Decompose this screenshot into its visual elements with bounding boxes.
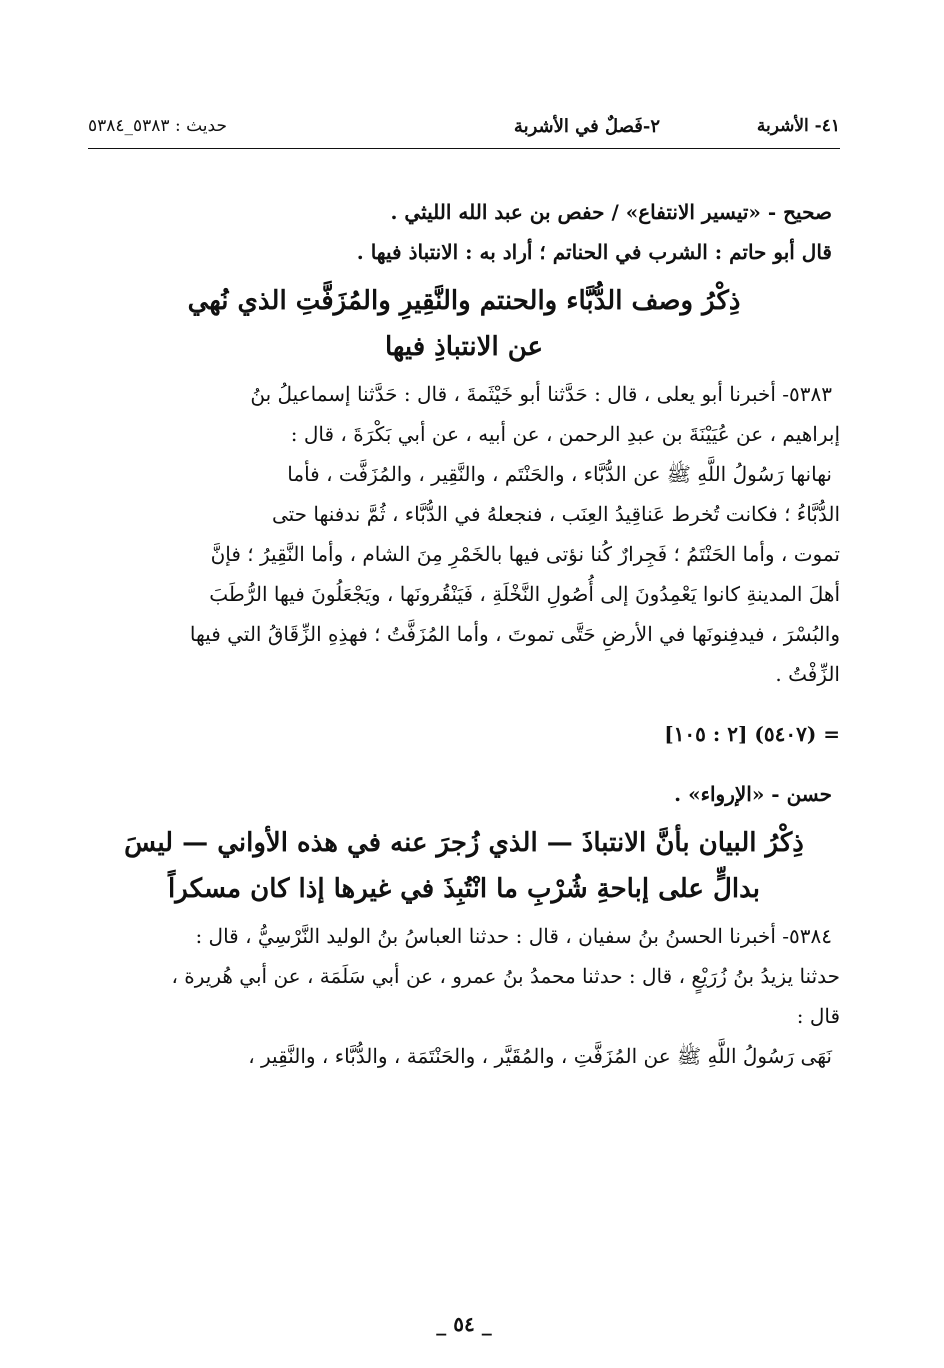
text-line: أهلَ المدينةِ كانوا يَعْمِدُونَ إلى أُصُولِ النَّخْلَةِ ، فَيَنْقُرونَها ، ويَجْعَلُونَ فيها الرُّطَبَ [209, 582, 840, 606]
hadith-range: حديث : ٥٣٨٣_٥٣٨٤ [88, 116, 227, 136]
text-line: حدثنا يزيدُ بنُ زُرَيْعٍ ، قال : حدثنا محمدُ بنُ عمرو ، عن أبي سَلَمَة ، عن أبي هُريرة ، [171, 964, 840, 988]
text-line: والبُسْرَ ، فيدفِنونَها في الأرضِ حَتَّى تموتَ ، وأما المُزَفَّتُ ؛ فهذِهِ الزِّقَاقُ التي فيها [189, 622, 840, 646]
text-line: ٥٣٨٤- أخبرنا الحسنُ بنُ سفيان ، قال : حدثنا العباسُ بنُ الوليد النَّرْسِيُّ ، قال : [195, 924, 832, 948]
commentary-line: قال أبو حاتم : الشرب في الحناتم ؛ أراد به : الانتباذ فيها . [356, 240, 832, 264]
grading-line: حسن - «الإرواء» . [674, 782, 832, 806]
text-line: ٥٣٨٣- أخبرنا أبو يعلى ، قال : حَدَّثنا أبو خَيْثَمةَ ، قال : حَدَّثنا إسماعيلُ بنُ [250, 382, 832, 406]
text-line: إبراهيم ، عن عُيَيْنَةَ بن عبدِ الرحمن ، عن أبيه ، عن أبي بَكْرَةَ ، قال : [290, 422, 840, 446]
book-page [88, 96, 840, 1336]
grading-line: صحيح - «تيسير الانتفاع» / حفص بن عبد الله الليثي . [390, 200, 832, 224]
text-line: قال : [796, 1004, 840, 1028]
text-line: نهانها رَسُولُ اللَّهِ ﷺ عن الدُّبَّاء ، والحَنْتَم ، والنَّقِير ، والمُزَفَّت ، فأما [287, 462, 832, 486]
chapter-heading-2 [88, 820, 840, 912]
text-line: الدُّبَّاءُ ؛ فكانت تُخرط عَناقِيدُ العِنَب ، فنجعلهُ في الدُّبَّاء ، ثُمَّ ندفنها حتى [271, 502, 840, 526]
chapter-title: ٤١- الأشربة [756, 116, 840, 136]
heading-2-line-a: ذِكْرُ البيان بأنَّ الانتباذَ — الذي زُجرَ عنه في هذه الأواني — ليسَ [124, 828, 804, 858]
header-divider [88, 148, 840, 149]
text-line: نَهَى رَسُولُ اللَّهِ ﷺ عن المُزَفَّتِ ، والمُقَيَّر ، والحَنْتَمَة ، والدُّبَّاء ، والنَّقِير ، [248, 1044, 832, 1068]
page-number: _ ٥٤ _ [436, 1312, 492, 1336]
text-line: الزِّفْتُ . [775, 662, 840, 686]
hadith-5383 [88, 374, 840, 694]
cross-reference: = (٥٤٠٧) [٢ : ١٠٥] [664, 722, 840, 746]
heading-1-line-a: ذِكْرُ وصف الدُّبَّاء والحنتم والنَّقِيرِ والمُزَفَّتِ الذي نُهي [187, 286, 741, 316]
page-body [88, 192, 840, 1076]
chapter-heading-1 [88, 278, 840, 370]
heading-1-line-b: عن الانتباذِ فيها [384, 332, 544, 362]
running-header [88, 110, 840, 146]
section-title: ٢-فَصلٌ في الأشربة [513, 116, 660, 137]
text-line: تموت ، وأما الحَنْتَمُ ؛ فَجِرارٌ كُنا نؤتى فيها بالخَمْرِ مِنَ الشام ، وأما النَّقِيرُ ؛ فإنَّ [210, 542, 840, 566]
heading-2-line-b: بدالٍّ على إباحةِ شُرْبِ ما انْتُبِذَ في غيرها إذا كان مسكراً [168, 874, 760, 904]
hadith-5384 [88, 916, 840, 1076]
